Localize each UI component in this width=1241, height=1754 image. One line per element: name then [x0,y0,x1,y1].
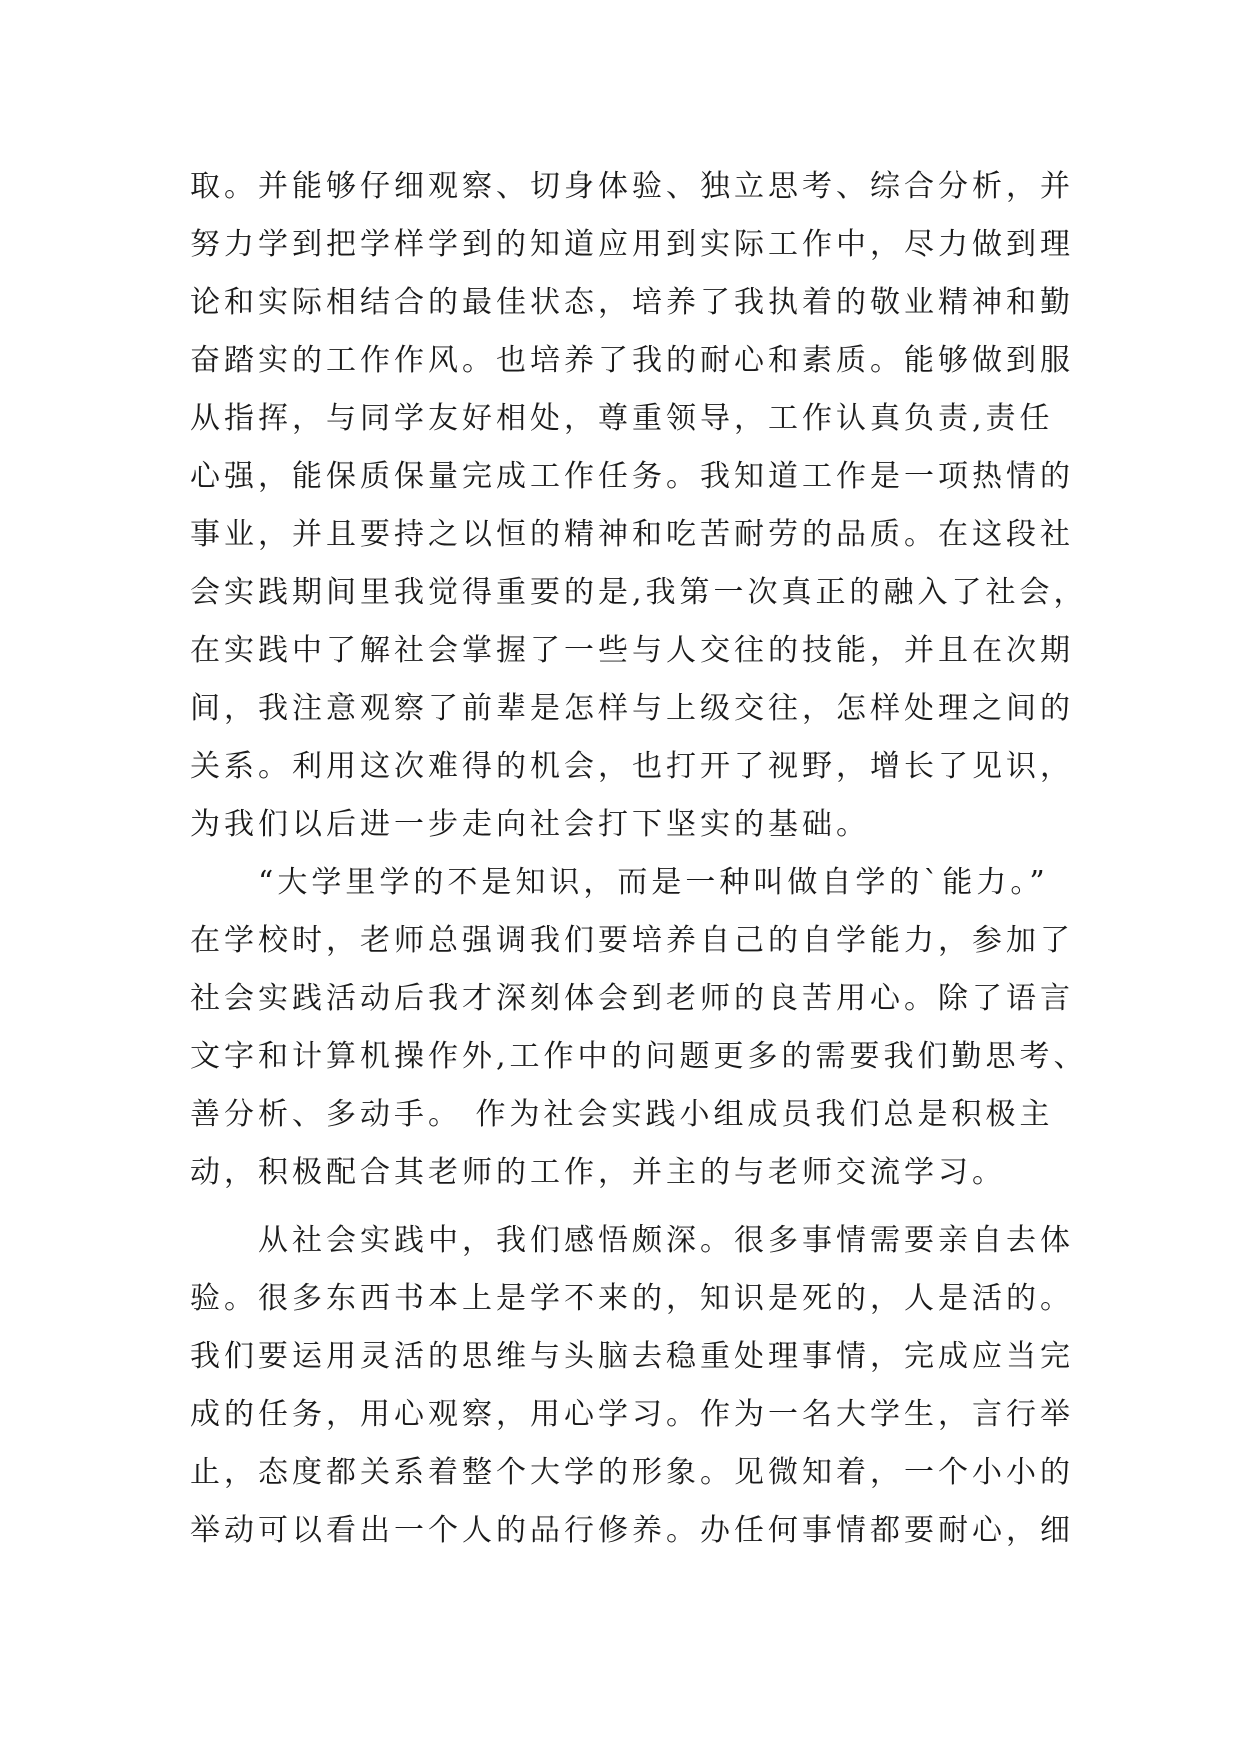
text-line: 止，态度都关系着整个大学的形象。见微知着，一个小小的 [190,1455,1074,1490]
text-line: 文字和计算机操作外,工作中的问题更多的需要我们勤思考、 [190,1039,1088,1074]
text-line: 间，我注意观察了前辈是怎样与上级交往，怎样处理之间的 [190,691,1074,726]
text-line: 努力学到把学样学到的知道应用到实际工作中，尽力做到理 [190,227,1074,262]
text-line: 动，积极配合其老师的工作，并主的与老师交流学习。 [190,1155,1006,1190]
text-line: 会实践期间里我觉得重要的是,我第一次真正的融入了社会， [190,575,1088,610]
text-line: 从指挥，与同学友好相处，尊重领导，工作认真负责,责任 [190,401,1054,436]
text-line: 取。并能够仔细观察、切身体验、独立思考、综合分析，并 [190,169,1074,204]
document-body [190,158,1088,1560]
text-line: 举动可以看出一个人的品行修养。办任何事情都要耐心，细 [190,1513,1074,1548]
text-line: 我们要运用灵活的思维与头脑去稳重处理事情，完成应当完 [190,1339,1074,1374]
text-line: “大学里学的不是知识，而是一种叫做自学的`能力。” [190,865,1049,900]
text-line: 善分析、多动手。 作为社会实践小组成员我们总是积极主 [190,1097,1054,1132]
text-line: 事业，并且要持之以恒的精神和吃苦耐劳的品质。在这段社 [190,517,1074,552]
text-line: 奋踏实的工作作风。也培养了我的耐心和素质。能够做到服 [190,343,1074,378]
text-line: 社会实践活动后我才深刻体会到老师的良苦用心。除了语言 [190,981,1074,1016]
text-line: 论和实际相结合的最佳状态，培养了我执着的敬业精神和勤 [190,285,1074,320]
text-line: 心强，能保质保量完成工作任务。我知道工作是一项热情的 [190,459,1074,494]
text-line: 从社会实践中，我们感悟颇深。很多事情需要亲自去体 [190,1223,1074,1258]
text-line: 验。很多东西书本上是学不来的，知识是死的，人是活的。 [190,1281,1074,1316]
text-line: 为我们以后进一步走向社会打下坚实的基础。 [190,807,870,842]
text-line: 在实践中了解社会掌握了一些与人交往的技能，并且在次期 [190,633,1074,668]
text-line: 在学校时，老师总强调我们要培养自己的自学能力，参加了 [190,923,1074,958]
text-line: 成的任务，用心观察，用心学习。作为一名大学生，言行举 [190,1397,1074,1432]
text-line: 关系。利用这次难得的机会，也打开了视野，增长了见识， [190,749,1074,784]
